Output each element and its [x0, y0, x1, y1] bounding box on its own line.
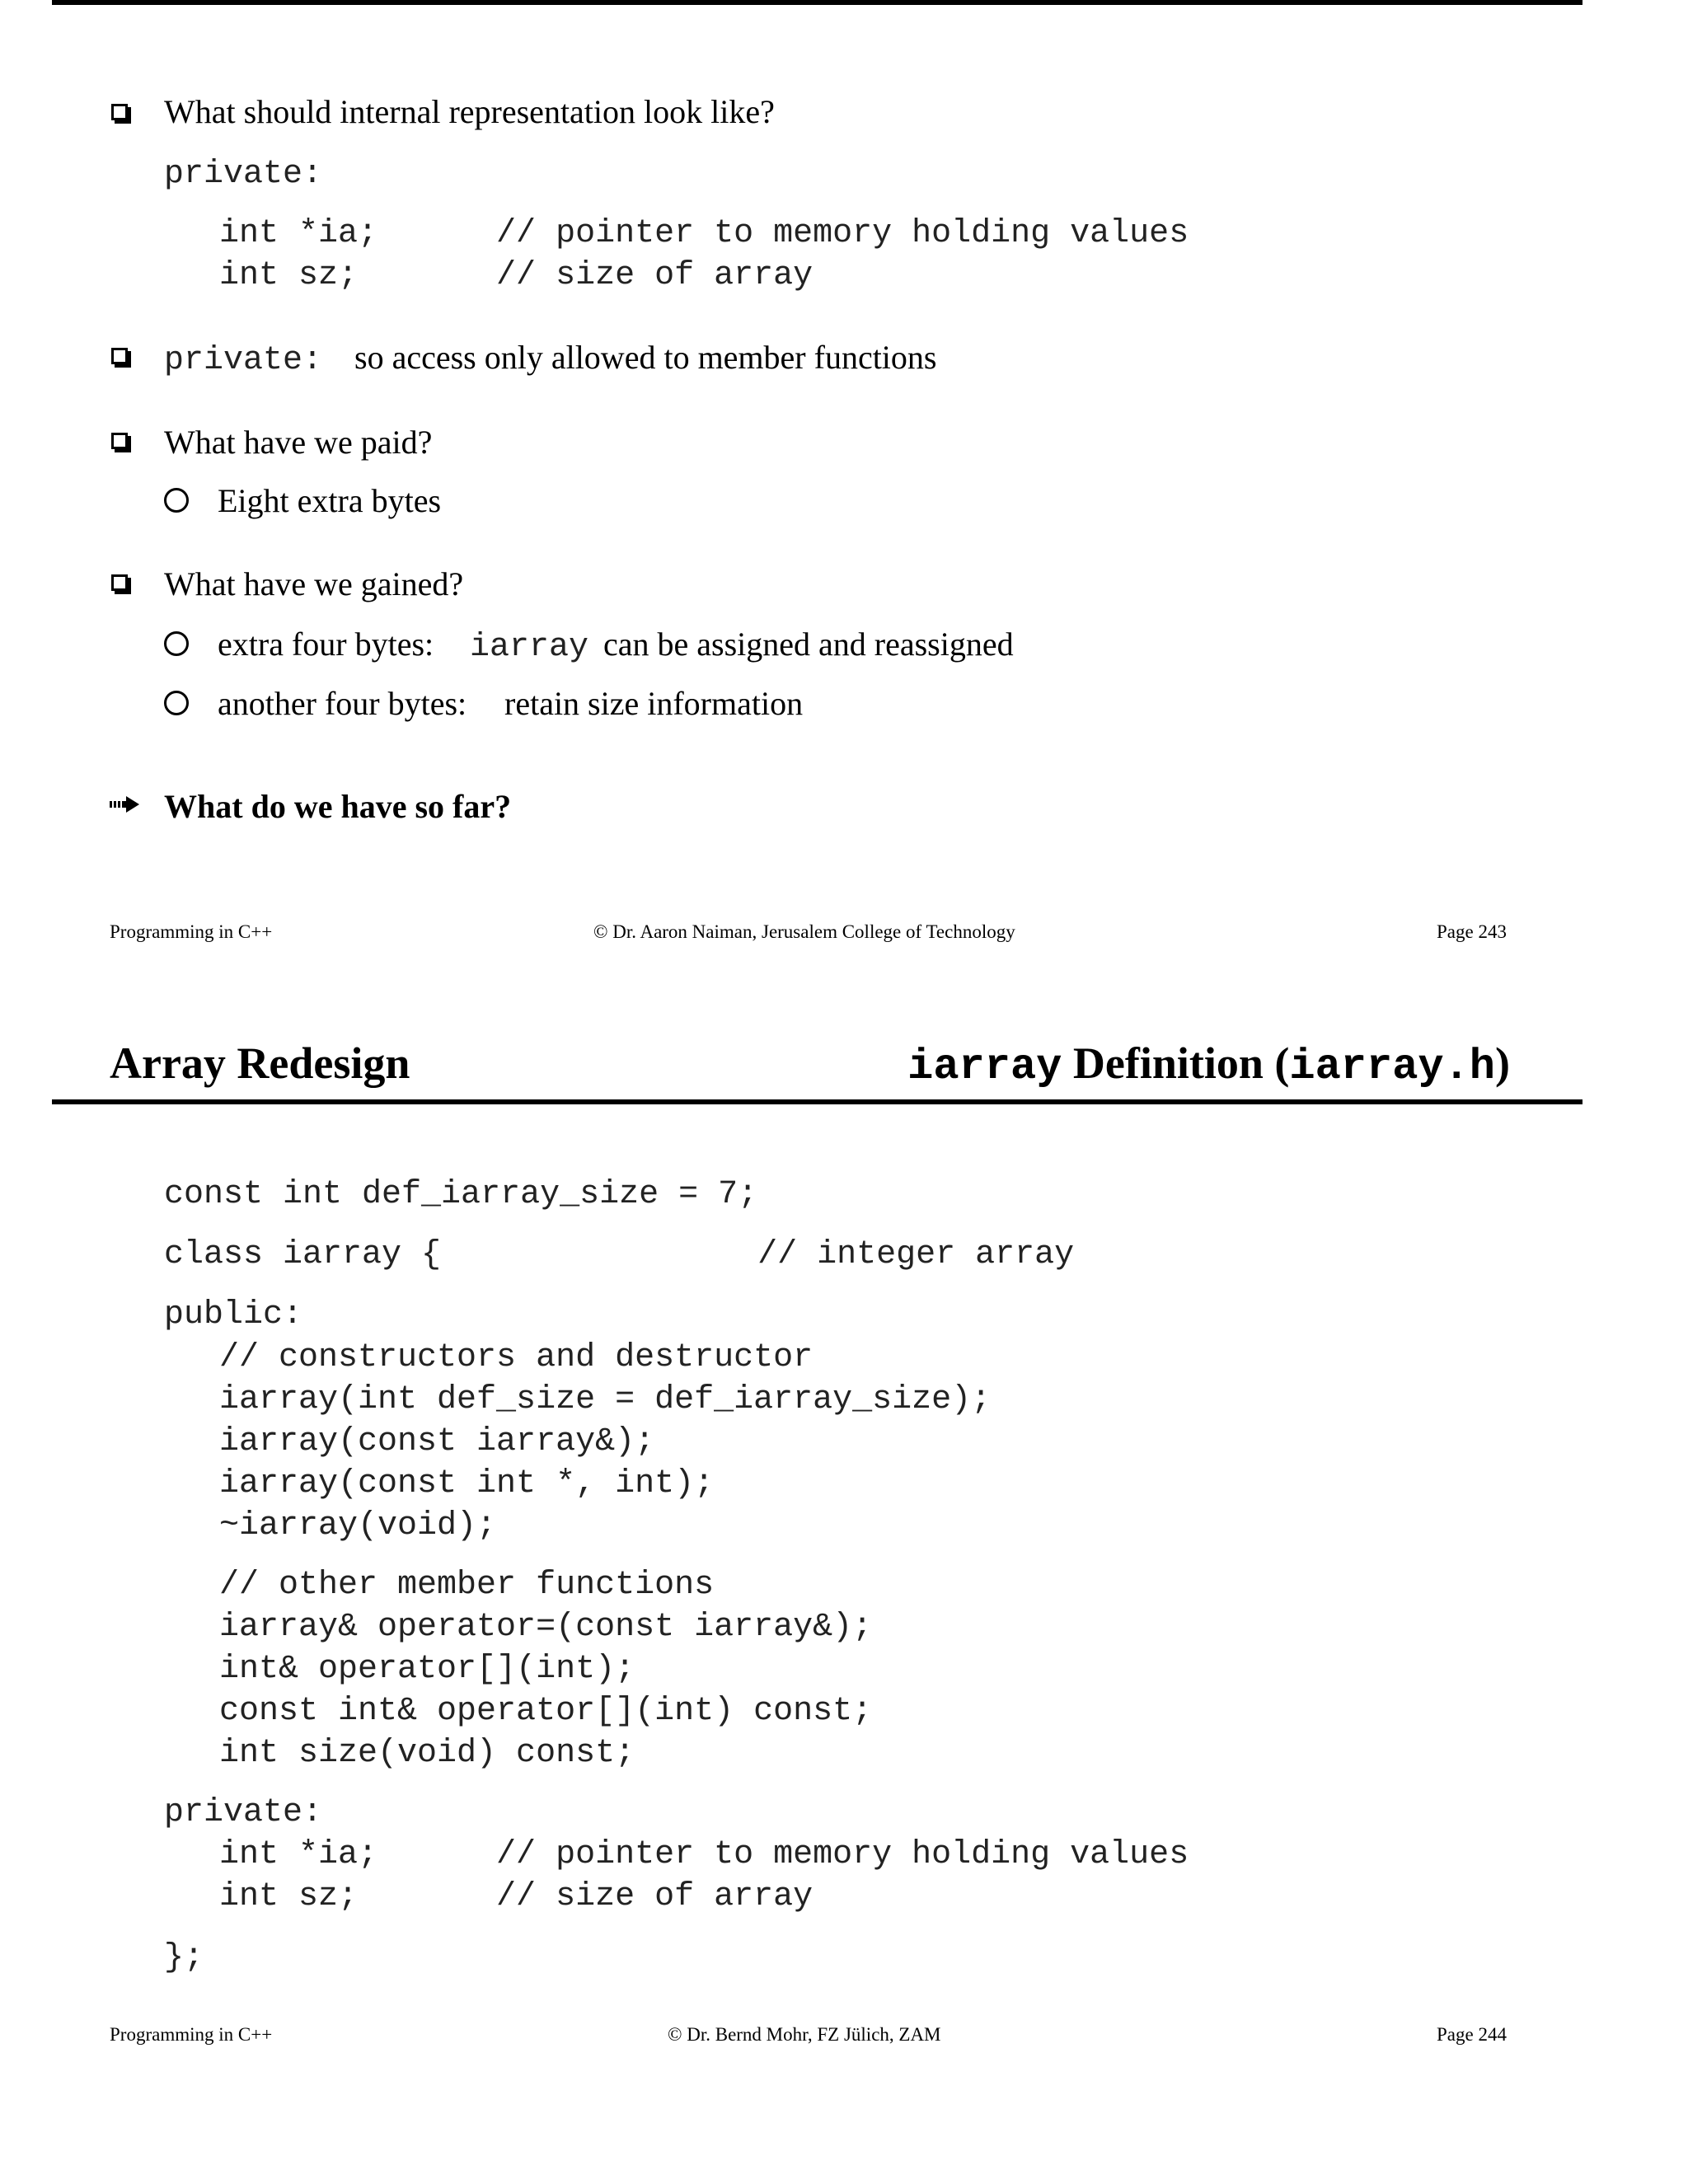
section-title-code: iarray.h [1289, 1043, 1496, 1091]
circle-bullet-icon [164, 488, 189, 513]
code-line: int sz; // size of array [219, 257, 814, 294]
title-rule [52, 1099, 1582, 1104]
code-line: ~iarray(void); [219, 1507, 497, 1544]
code-line: int *ia; // pointer to memory holding values [219, 1836, 1189, 1873]
code-line: int size(void) const; [219, 1735, 635, 1772]
sub-bullet-text: Eight extra bytes [218, 482, 442, 519]
bullet-text: What have we gained? [164, 565, 464, 602]
code-line: int *ia; // pointer to memory holding values [219, 215, 1189, 252]
page-title: Array Redesign [110, 1038, 410, 1088]
bullet-text: What should internal representation look like? [164, 93, 775, 130]
square-bullet-icon [111, 348, 128, 364]
sub-bullet-text: can be assigned and reassigned [603, 626, 1014, 663]
footer-center: © Dr. Aaron Naiman, Jerusalem College of Technology [593, 921, 1015, 942]
arrow-item-text: What do we have so far? [164, 788, 512, 825]
footer-left: Programming in C++ [110, 2024, 273, 2045]
section-title [907, 1037, 1510, 1094]
code-line: class iarray { // integer array [164, 1236, 1075, 1273]
square-bullet-icon [111, 574, 128, 591]
arrow-right-icon [110, 796, 139, 813]
bullet-text: so access only allowed to member functions [354, 339, 937, 376]
code-line: iarray(const iarray&); [219, 1423, 655, 1460]
code-line: // other member functions [219, 1567, 715, 1604]
code-line: iarray(const int *, int); [219, 1465, 715, 1502]
section-title-text: Definition ( [1062, 1038, 1290, 1088]
sub-bullet-text: another four bytes: [218, 685, 467, 722]
sub-bullet-code: iarray [470, 629, 589, 666]
footer-left: Programming in C++ [110, 921, 273, 942]
top-rule [52, 0, 1582, 5]
square-bullet-icon [111, 104, 128, 120]
bullet-code-label: private: [164, 342, 323, 379]
footer-center: © Dr. Bernd Mohr, FZ Jülich, ZAM [668, 2024, 941, 2045]
code-line: iarray(int def_size = def_iarray_size); [219, 1381, 992, 1418]
code-line: iarray& operator=(const iarray&); [219, 1609, 873, 1646]
sub-bullet-text: extra four bytes: [218, 626, 434, 663]
section-title-text: ) [1495, 1038, 1510, 1088]
footer-page-number: Page 244 [1437, 2024, 1507, 2045]
code-line: int& operator[](int); [219, 1651, 635, 1688]
circle-bullet-icon [164, 691, 189, 715]
circle-bullet-icon [164, 631, 189, 656]
code-line: int sz; // size of array [219, 1878, 814, 1915]
code-line: private: [164, 1794, 323, 1831]
code-line: // constructors and destructor [219, 1339, 814, 1376]
code-private-label: private: [164, 156, 323, 193]
sub-bullet-text: retain size information [504, 685, 804, 722]
bullet-text: What have we paid? [164, 424, 433, 461]
code-line: const int def_iarray_size = 7; [164, 1176, 758, 1213]
code-line: public: [164, 1296, 303, 1333]
footer-page-number: Page 243 [1437, 921, 1507, 942]
section-title-code: iarray [907, 1043, 1062, 1091]
code-line: }; [164, 1939, 204, 1976]
square-bullet-icon [111, 433, 128, 449]
code-line: const int& operator[](int) const; [219, 1693, 873, 1730]
